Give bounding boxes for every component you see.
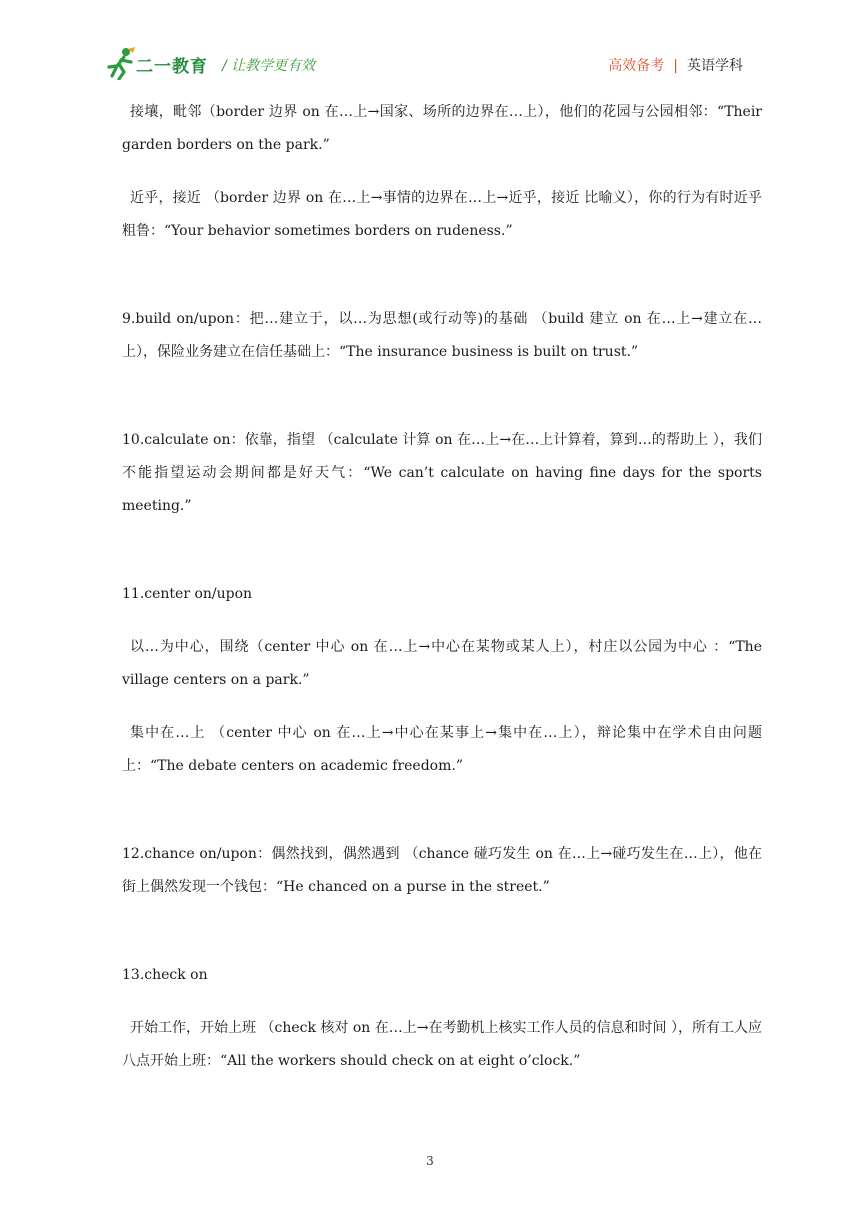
item-center-on-heading: 11.center on/upon — [122, 586, 253, 602]
paragraph-check-on-start-work: 开始工作，开始上班 （check 核对 on 在…上→在考勤机上核实工作人员的信息和时间 ），所有工人应八点开始上班：“All the workers should check on at eight o’clock.” — [122, 1020, 762, 1069]
header-right — [608, 55, 743, 75]
page-header — [0, 0, 860, 90]
slogan: / 让教学更有效 — [222, 58, 316, 74]
item-check-on-heading: 13.check on — [122, 967, 208, 983]
logo-text: 二一教育 — [136, 57, 208, 77]
header-separator: | — [673, 58, 678, 74]
page-number: 3 — [426, 1154, 434, 1168]
item-chance-on: 12.chance on/upon：偶然找到，偶然遇到 （chance 碰巧发生 on 在…上→碰巧发生在…上），他在街上偶然发现一个钱包：“He chanced on a purse in the street.” — [122, 846, 762, 895]
paragraph-center-on-revolve: 以…为中心，围绕（center 中心 on 在…上→中心在某物或某人上），村庄以公园为中心 ：“The village centers on a park.” — [122, 639, 762, 688]
paragraph-border-on-verge: 近乎，接近 （border 边界 on 在…上→事情的边界在…上→近乎，接近 比喻义），你的行为有时近乎粗鲁：“Your behavior sometimes borders on rudeness.” — [122, 190, 762, 239]
document-body — [122, 96, 762, 1098]
item-calculate-on: 10.calculate on：依靠，指望 （calculate 计算 on 在…上→在…上计算着，算到…的帮助上 ），我们不能指望运动会期间都是好天气：“We can’t calculate on having fine days for the sports meeting.” — [122, 432, 762, 514]
exam-label: 高效备考 — [608, 58, 665, 74]
paragraph-border-on-adjoin: 接壤，毗邻（border 边界 on 在…上→国家、场所的边界在…上），他们的花园与公园相邻：“Their garden borders on the park.” — [122, 104, 762, 153]
logo — [106, 46, 236, 80]
paragraph-center-on-focus: 集中在…上 （center 中心 on 在…上→中心在某事上→集中在…上），辩论集中在学术自由问题上：“The debate centers on academic freedom.” — [122, 725, 762, 774]
subject-label: 英语学科 — [687, 58, 743, 74]
item-build-on: 9.build on/upon：把…建立于，以…为思想(或行动等)的基础 （build 建立 on 在…上→建立在…上），保险业务建立在信任基础上：“The insurance business is built on trust.” — [122, 311, 762, 360]
runner-logo-icon — [106, 46, 136, 80]
